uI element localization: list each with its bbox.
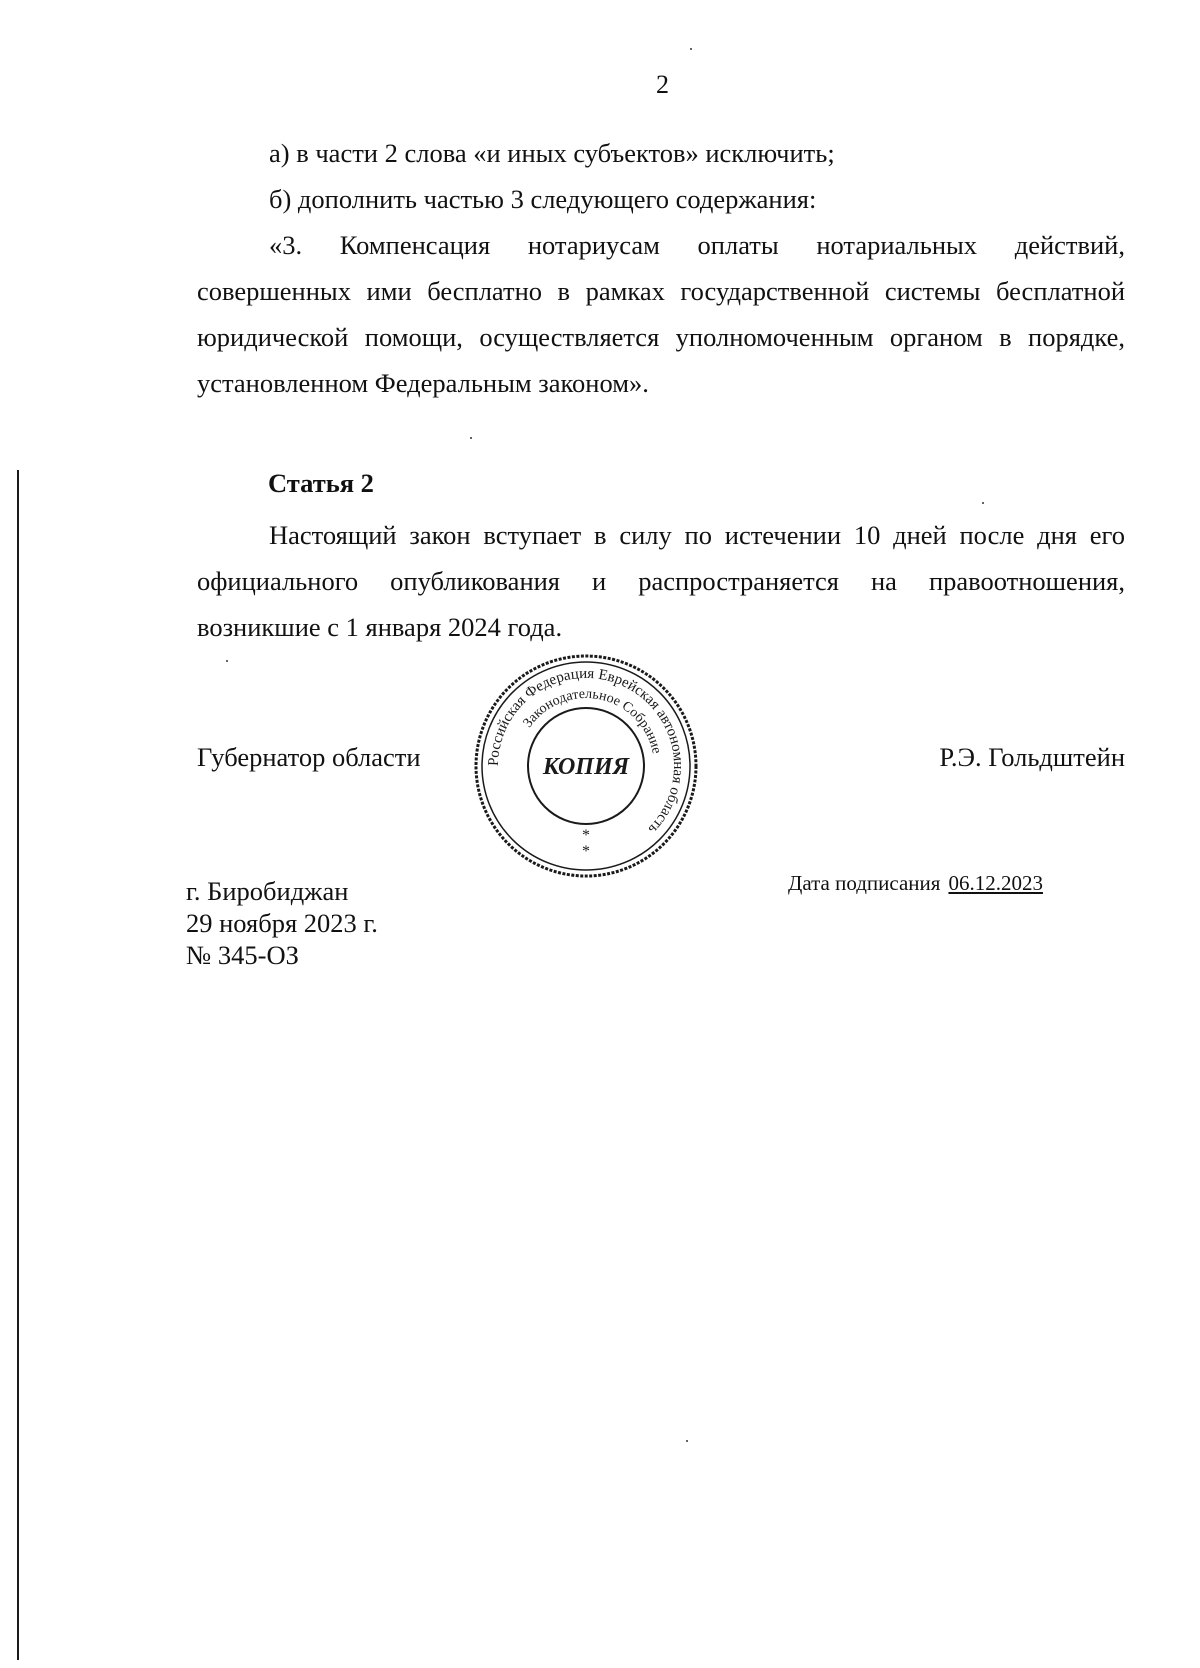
amendment-quote-line: «3. Компенсация нотариусам оплаты нотариальных действий, [269, 230, 1125, 260]
scan-speck [226, 660, 228, 662]
page-number: 2 [656, 70, 669, 99]
amendment-quote-line: совершенных ими бесплатно в рамках государственной системы бесплатной [197, 276, 1125, 306]
signing-date-value: 06.12.2023 [948, 871, 1043, 895]
article-2-heading: Статья 2 [268, 468, 374, 498]
seal-star-icon: * [582, 827, 590, 844]
law-number: № 345-ОЗ [186, 940, 299, 970]
amendment-quote-line: юридической помощи, осуществляется уполномоченным органом в порядке, [197, 322, 1125, 352]
amendment-quote-line: установленном Федеральным законом». [197, 368, 649, 398]
scan-speck [690, 48, 692, 50]
article-2-line: возникшие с 1 января 2024 года. [197, 612, 563, 642]
signatory-title: Губернатор области [197, 742, 421, 772]
article-2-body [197, 512, 1125, 650]
official-seal-stamp [472, 652, 700, 880]
issue-date: 29 ноября 2023 г. [186, 908, 378, 938]
seal-outer-ring-text: Российская Федерация Еврейская автономная область [485, 665, 687, 837]
scan-speck [686, 1440, 688, 1442]
scan-speck [470, 437, 472, 439]
signing-date-block [788, 871, 1043, 896]
issue-place-block [186, 875, 378, 971]
amendment-section [197, 130, 1125, 406]
signatory-name: Р.Э. Гольдштейн [939, 742, 1125, 772]
amendment-quote-paragraph [197, 222, 1125, 406]
amendment-item-b: б) дополнить частью 3 следующего содержания: [269, 184, 817, 214]
article-2-line: официального опубликования и распространяется на правоотношения, [197, 566, 1125, 596]
amendment-item-a: а) в части 2 слова «и иных субъектов» исключить; [269, 138, 835, 168]
seal-star-icon: * [582, 843, 590, 860]
seal-inner-ring-text: Законодательное Собрание [520, 686, 664, 756]
scan-speck [982, 502, 984, 504]
issue-city: г. Биробиджан [186, 876, 349, 906]
article-2-line: Настоящий закон вступает в силу по истечении 10 дней после дня его [269, 520, 1125, 550]
signing-date-label: Дата подписания [788, 871, 941, 895]
scan-margin-line [17, 470, 19, 1660]
seal-center-text: КОПИЯ [542, 754, 630, 780]
